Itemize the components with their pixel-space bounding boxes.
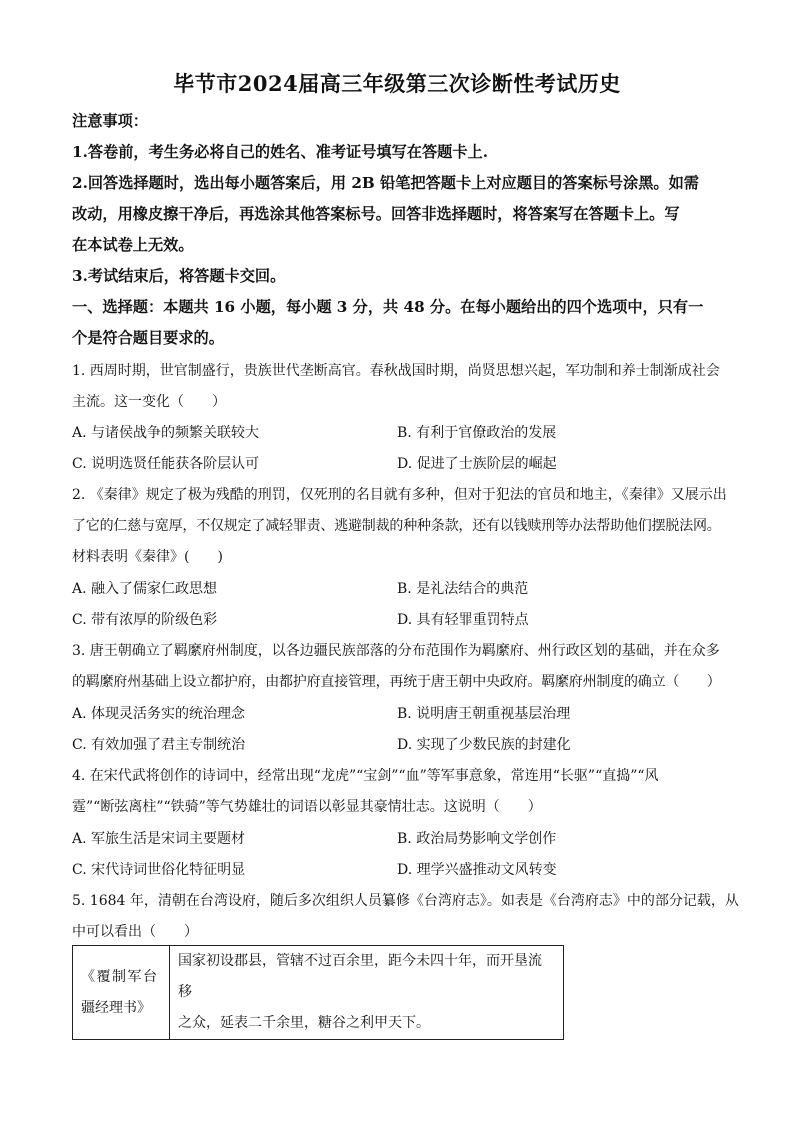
question-4-option-d[interactable]: D. 理学兴盛推动文风转变 [397,862,557,878]
question-4-option-b[interactable]: B. 政治局势影响文学创作 [397,831,557,847]
question-5-stem-line-1: 5. 1684 年，清朝在台湾设府，随后多次组织人员纂修《台湾府志》。如表是《台湾府志》中的部分记载，从 [72,893,739,909]
question-4-stem-line-1: 4. 在宋代武将创作的诗词中，经常出现“龙虎”“宝剑”“血”等军事意象，常连用“长驱”“直捣”“风 [72,768,659,784]
question-1-option-b[interactable]: B. 有利于官僚政治的发展 [397,425,557,441]
question-4-option-c[interactable]: C. 宋代诗词世俗化特征明显 [72,862,246,878]
question-3-option-c[interactable]: C. 有效加强了君主专制统治 [72,737,246,753]
question-3-stem-line-2: 的羁縻府州基础上设立都护府，由都护府直接管理，再统于唐王朝中央政府。羁縻府州制度的确立（ ） [72,674,721,690]
question-1-option-d[interactable]: D. 促进了士族阶层的崛起 [397,456,557,472]
notice-item-1: 1.答卷前，考生务必将自己的姓名、准考证号填写在答题卡上. [72,143,489,161]
source-content-line-1: 国家初设郡县，管辖不过百余里，距今未四十年，而开垦流移 [178,953,542,1000]
question-1-option-c[interactable]: C. 说明选贤任能获各阶层认可 [72,456,260,472]
notice-item-2-line-3: 在本试卷上无效。 [72,236,194,254]
source-title-line-1: 《覆制军台 [81,968,159,985]
question-1-stem-line-2: 主流。这一变化（ ） [72,394,226,410]
question-2-stem-line-1: 2. 《秦律》规定了极为残酷的刑罚，仅死刑的名目就有多种，但对于犯法的官员和地主，《秦律》又展示出 [72,487,727,503]
question-1-option-a[interactable]: A. 与诸侯战争的频繁关联较大 [72,425,260,441]
source-content-line-2: 之众，延表二千余里，糖谷之利甲天下。 [178,1015,430,1031]
table-row [73,946,564,1040]
question-2-option-b[interactable]: B. 是礼法结合的典范 [397,581,529,597]
question-2-stem-line-3: 材料表明《秦律》( ) [72,549,223,565]
source-content-cell [170,946,564,1040]
question-2-option-c[interactable]: C. 带有浓厚的阶级色彩 [72,612,218,628]
question-1-stem-line-1: 1. 西周时期，世官制盛行，贵族世代垄断高官。春秋战国时期，尚贤思想兴起，军功制和养士制渐成社会 [72,363,720,379]
question-4-stem-line-2: 霆”“断弦离柱”“铁骑”等气势雄壮的词语以彰显其豪情壮志。这说明（ ） [72,799,542,815]
notice-item-2-line-2: 改动，用橡皮擦干净后，再选涂其他答案标号。回答非选择题时，将答案写在答题卡上。写 [72,205,680,223]
source-title-line-2: 疆经理书》 [81,999,151,1016]
question-2-option-d[interactable]: D. 具有轻罪重罚特点 [397,612,529,628]
source-title-cell [73,946,170,1040]
question-2-stem-line-2: 了它的仁慈与宽厚，不仅规定了减轻罪责、逃避制裁的种种条款，还有以钱赎刑等办法帮助他们摆脱法网。 [72,518,721,534]
notice-item-2-line-1: 2.回答选择题时，选出每小题答案后，用 2B 铅笔把答题卡上对应题目的答案标号涂黑。如需 [72,174,699,192]
question-2-option-a[interactable]: A. 融入了儒家仁政思想 [72,581,218,597]
notice-heading: 注意事项： [72,112,148,130]
notice-item-3: 3.考试结束后，将答题卡交回。 [72,267,286,285]
question-4-option-a[interactable]: A. 军旅生活是宋词主要题材 [72,831,246,847]
section-heading-line-2: 个是符合题目要求的。 [72,329,224,347]
question-3-stem-line-1: 3. 唐王朝确立了羁縻府州制度，以各边疆民族部落的分布范围作为羁縻府、州行政区划的基础，并在众多 [72,643,720,659]
page-title: 毕节市2024届高三年级第三次诊断性考试历史 [173,71,621,96]
question-3-option-d[interactable]: D. 实现了少数民族的封建化 [397,737,571,753]
section-heading-line-1: 一、选择题：本题共 16 小题，每小题 3 分，共 48 分。在每小题给出的四个选项中，只有一 [72,298,704,316]
question-5-stem-line-2: 中可以看出（ ） [72,924,198,940]
source-table [72,945,564,1040]
question-3-option-b[interactable]: B. 说明唐王朝重视基层治理 [397,706,571,722]
question-3-option-a[interactable]: A. 体现灵活务实的统治理念 [72,706,246,722]
